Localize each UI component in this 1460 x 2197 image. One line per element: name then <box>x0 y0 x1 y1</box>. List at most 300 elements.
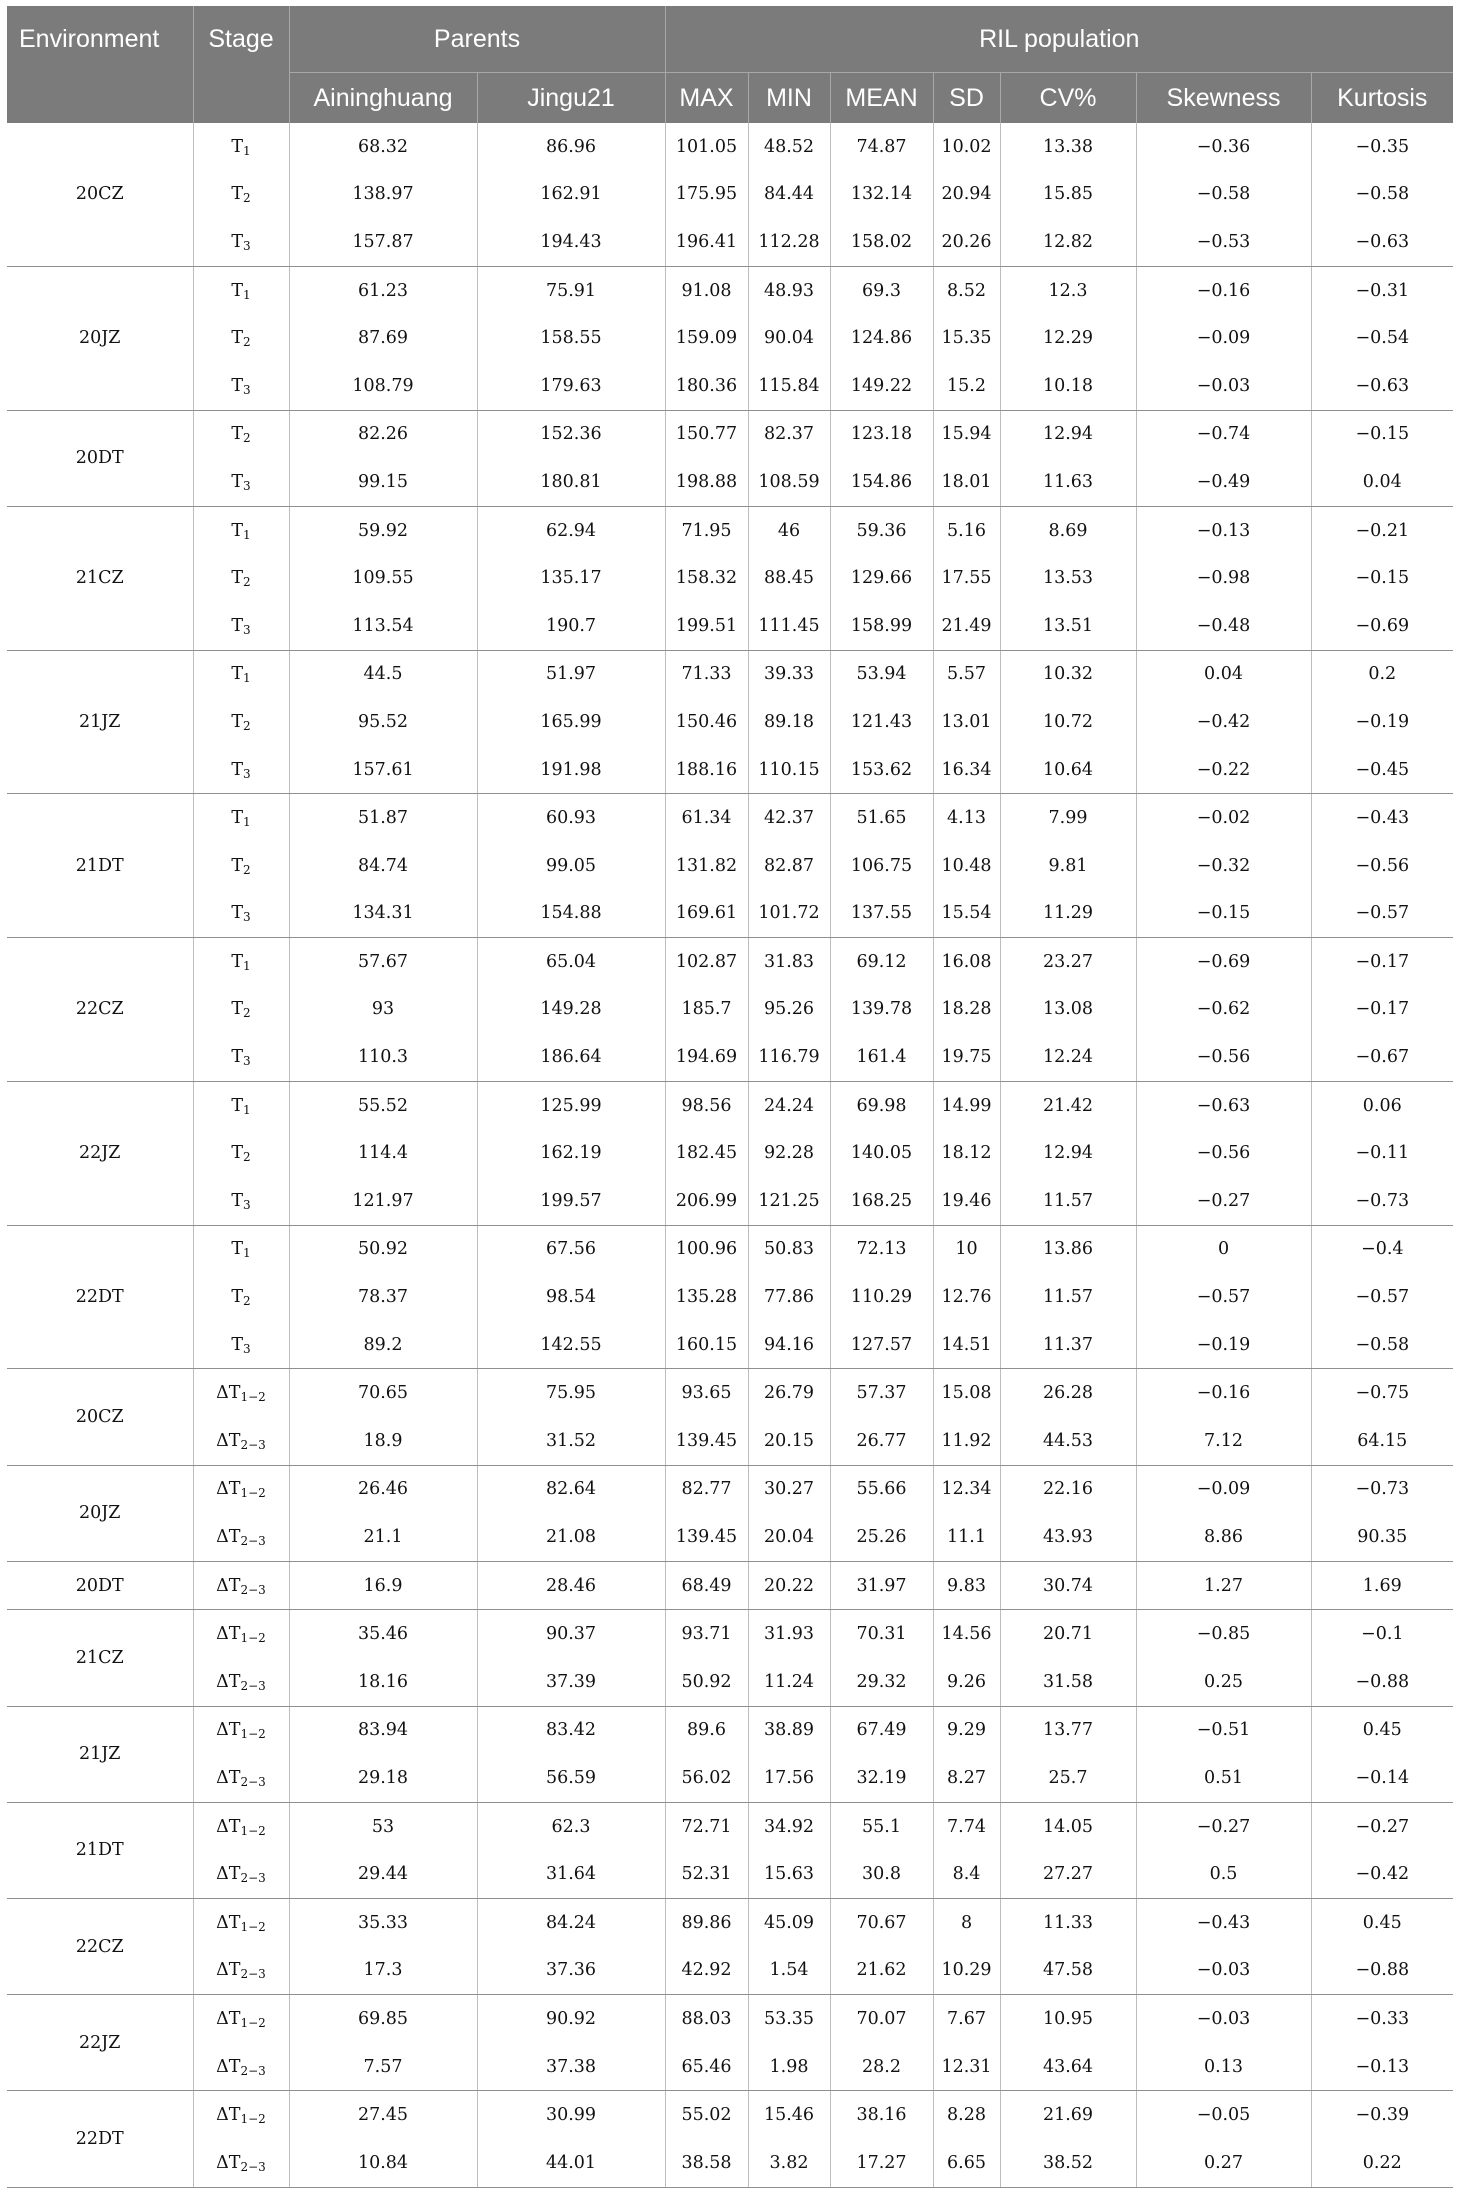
value-cell: 0.04 <box>1311 458 1453 506</box>
environment-header: Environment <box>7 6 193 73</box>
value-cell: 84.74 <box>289 842 477 890</box>
value-cell: 70.67 <box>830 1898 933 1946</box>
value-cell: 110.29 <box>830 1273 933 1321</box>
value-cell: 30.99 <box>477 2091 665 2139</box>
stage-cell <box>193 2091 289 2139</box>
value-cell: −0.74 <box>1136 410 1311 458</box>
value-cell: 87.69 <box>289 314 477 362</box>
stage-cell <box>193 1465 289 1513</box>
value-cell: 161.4 <box>830 1033 933 1081</box>
stage-subscript: 2 <box>243 1006 251 1021</box>
value-cell: 64.15 <box>1311 1417 1453 1465</box>
data-table <box>7 6 1453 2188</box>
value-cell: 8.52 <box>933 266 1000 314</box>
table-row <box>7 554 1453 602</box>
col-header-aininghuang: Aininghuang <box>289 73 477 124</box>
value-cell: 6.65 <box>933 2139 1000 2187</box>
value-cell: 43.93 <box>1000 1513 1136 1561</box>
table-body <box>7 123 1453 2187</box>
value-cell: 55.52 <box>289 1081 477 1129</box>
value-cell: −0.09 <box>1136 1465 1311 1513</box>
value-cell: 150.77 <box>665 410 748 458</box>
stage-cell <box>193 1369 289 1417</box>
value-cell: 194.69 <box>665 1033 748 1081</box>
value-cell: 27.27 <box>1000 1850 1136 1898</box>
value-cell: 45.09 <box>748 1898 830 1946</box>
value-cell: 154.88 <box>477 890 665 938</box>
value-cell: −0.13 <box>1136 506 1311 554</box>
value-cell: 1.69 <box>1311 1561 1453 1610</box>
value-cell: 0.13 <box>1136 2043 1311 2091</box>
stage-symbol: ΔT <box>216 1527 241 1548</box>
value-cell: 18.16 <box>289 1658 477 1706</box>
value-cell: 42.37 <box>748 794 830 842</box>
value-cell: −0.69 <box>1311 602 1453 650</box>
value-cell: 12.29 <box>1000 314 1136 362</box>
value-cell: −0.75 <box>1311 1369 1453 1417</box>
table-row <box>7 986 1453 1034</box>
value-cell: −0.27 <box>1136 1802 1311 1850</box>
value-cell: 29.44 <box>289 1850 477 1898</box>
value-cell: 10.48 <box>933 842 1000 890</box>
stage-subscript: 3 <box>243 766 251 781</box>
value-cell: −0.32 <box>1136 842 1311 890</box>
table-row <box>7 938 1453 986</box>
value-cell: −0.58 <box>1136 171 1311 219</box>
value-cell: −0.69 <box>1136 938 1311 986</box>
value-cell: 95.26 <box>748 986 830 1034</box>
value-cell: 93 <box>289 986 477 1034</box>
value-cell: 10.72 <box>1000 698 1136 746</box>
value-cell: 53.35 <box>748 1995 830 2043</box>
table-row <box>7 2043 1453 2091</box>
value-cell: 9.29 <box>933 1706 1000 1754</box>
value-cell: −0.54 <box>1311 314 1453 362</box>
stage-subscript: 3 <box>243 238 251 253</box>
value-cell: 68.32 <box>289 123 477 171</box>
value-cell: 53 <box>289 1802 477 1850</box>
value-cell: −0.09 <box>1136 314 1311 362</box>
stage-symbol: T <box>231 136 244 157</box>
value-cell: 3.82 <box>748 2139 830 2187</box>
value-cell: 26.79 <box>748 1369 830 1417</box>
value-cell: 158.55 <box>477 314 665 362</box>
value-cell: 26.77 <box>830 1417 933 1465</box>
value-cell: 60.93 <box>477 794 665 842</box>
stage-subscript: 1 <box>243 815 251 830</box>
value-cell: 15.94 <box>933 410 1000 458</box>
value-cell: −0.43 <box>1136 1898 1311 1946</box>
value-cell: 74.87 <box>830 123 933 171</box>
value-cell: −0.56 <box>1136 1129 1311 1177</box>
value-cell: 82.77 <box>665 1465 748 1513</box>
stage-cell <box>193 1273 289 1321</box>
stage-header: Stage <box>193 6 289 73</box>
value-cell: 31.83 <box>748 938 830 986</box>
value-cell: 206.99 <box>665 1177 748 1225</box>
value-cell: 108.59 <box>748 458 830 506</box>
value-cell: 31.97 <box>830 1561 933 1610</box>
stage-cell <box>193 410 289 458</box>
table-row <box>7 1706 1453 1754</box>
value-cell: −0.02 <box>1136 794 1311 842</box>
table-row <box>7 1947 1453 1995</box>
value-cell: 158.32 <box>665 554 748 602</box>
stage-subscript: 2−3 <box>240 1534 266 1549</box>
value-cell: 90.35 <box>1311 1513 1453 1561</box>
value-cell: 86.96 <box>477 123 665 171</box>
value-cell: 39.33 <box>748 650 830 698</box>
value-cell: 31.58 <box>1000 1658 1136 1706</box>
value-cell: 139.45 <box>665 1417 748 1465</box>
value-cell: 12.34 <box>933 1465 1000 1513</box>
stage-symbol: ΔT <box>216 1671 241 1692</box>
table-row <box>7 1513 1453 1561</box>
stage-subscript: 1−2 <box>240 1631 266 1646</box>
stage-symbol: T <box>231 1287 244 1308</box>
table-row <box>7 266 1453 314</box>
value-cell: 38.52 <box>1000 2139 1136 2187</box>
stage-subscript: 2 <box>243 1294 251 1309</box>
value-cell: 13.38 <box>1000 123 1136 171</box>
value-cell: 8.28 <box>933 2091 1000 2139</box>
value-cell: −0.15 <box>1311 554 1453 602</box>
stage-symbol: ΔT <box>216 1960 241 1981</box>
value-cell: 69.98 <box>830 1081 933 1129</box>
value-cell: 62.94 <box>477 506 665 554</box>
stage-subscript: 2−3 <box>240 2159 266 2174</box>
stage-symbol: ΔT <box>216 2056 241 2077</box>
value-cell: 121.97 <box>289 1177 477 1225</box>
value-cell: 121.43 <box>830 698 933 746</box>
table-row <box>7 2139 1453 2187</box>
value-cell: 149.28 <box>477 986 665 1034</box>
value-cell: 15.54 <box>933 890 1000 938</box>
value-cell: 38.89 <box>748 1706 830 1754</box>
value-cell: 21.62 <box>830 1947 933 1995</box>
value-cell: 179.63 <box>477 362 665 410</box>
value-cell: 43.64 <box>1000 2043 1136 2091</box>
value-cell: −0.43 <box>1311 794 1453 842</box>
value-cell: 12.24 <box>1000 1033 1136 1081</box>
table-row <box>7 314 1453 362</box>
stage-subscript: 2−3 <box>240 1582 266 1597</box>
value-cell: 0.27 <box>1136 2139 1311 2187</box>
value-cell: 135.17 <box>477 554 665 602</box>
value-cell: 48.52 <box>748 123 830 171</box>
value-cell: 7.12 <box>1136 1417 1311 1465</box>
value-cell: −0.57 <box>1311 890 1453 938</box>
value-cell: 169.61 <box>665 890 748 938</box>
value-cell: −0.19 <box>1311 698 1453 746</box>
value-cell: 162.91 <box>477 171 665 219</box>
table-row <box>7 1610 1453 1658</box>
value-cell: 75.95 <box>477 1369 665 1417</box>
value-cell: 21.42 <box>1000 1081 1136 1129</box>
stage-symbol: T <box>231 184 244 205</box>
stage-subscript: 3 <box>243 910 251 925</box>
stage-symbol: T <box>231 568 244 589</box>
environment-cell: 20CZ <box>7 1369 193 1465</box>
stage-symbol: ΔT <box>216 2105 241 2126</box>
value-cell: 20.15 <box>748 1417 830 1465</box>
value-cell: −0.13 <box>1311 2043 1453 2091</box>
value-cell: −0.53 <box>1136 218 1311 266</box>
value-cell: 21.08 <box>477 1513 665 1561</box>
value-cell: 8.86 <box>1136 1513 1311 1561</box>
value-cell: 52.31 <box>665 1850 748 1898</box>
value-cell: 157.87 <box>289 218 477 266</box>
table-row <box>7 1129 1453 1177</box>
value-cell: 18.28 <box>933 986 1000 1034</box>
value-cell: 69.12 <box>830 938 933 986</box>
stage-symbol: T <box>231 280 244 301</box>
environment-cell: 21JZ <box>7 1706 193 1802</box>
stage-cell <box>193 986 289 1034</box>
value-cell: 55.66 <box>830 1465 933 1513</box>
stage-cell <box>193 506 289 554</box>
stage-cell <box>193 123 289 171</box>
value-cell: 102.87 <box>665 938 748 986</box>
value-cell: 56.02 <box>665 1754 748 1802</box>
stage-subscript: 2 <box>243 1150 251 1165</box>
stage-cell <box>193 1561 289 1610</box>
value-cell: 90.37 <box>477 1610 665 1658</box>
value-cell: 180.36 <box>665 362 748 410</box>
value-cell: −0.98 <box>1136 554 1311 602</box>
value-cell: −0.22 <box>1136 746 1311 794</box>
value-cell: 111.45 <box>748 602 830 650</box>
value-cell: 0.25 <box>1136 1658 1311 1706</box>
value-cell: 68.49 <box>665 1561 748 1610</box>
stage-subscript: 1 <box>243 143 251 158</box>
value-cell: 90.04 <box>748 314 830 362</box>
value-cell: −0.16 <box>1136 1369 1311 1417</box>
stage-subscript: 2 <box>243 335 251 350</box>
value-cell: 29.32 <box>830 1658 933 1706</box>
value-cell: −0.19 <box>1136 1321 1311 1369</box>
value-cell: −0.03 <box>1136 362 1311 410</box>
environment-cell: 21DT <box>7 1802 193 1898</box>
value-cell: 110.3 <box>289 1033 477 1081</box>
value-cell: −0.27 <box>1136 1177 1311 1225</box>
value-cell: 59.92 <box>289 506 477 554</box>
stage-cell <box>193 1513 289 1561</box>
value-cell: −0.15 <box>1311 410 1453 458</box>
value-cell: 55.1 <box>830 1802 933 1850</box>
value-cell: 20.71 <box>1000 1610 1136 1658</box>
stage-cell <box>193 1321 289 1369</box>
stage-cell <box>193 794 289 842</box>
value-cell: 9.81 <box>1000 842 1136 890</box>
value-cell: 9.83 <box>933 1561 1000 1610</box>
stage-symbol: T <box>231 231 244 252</box>
stage-cell <box>193 1177 289 1225</box>
stage-cell <box>193 2043 289 2091</box>
stage-symbol: T <box>231 520 244 541</box>
table-row <box>7 1995 1453 2043</box>
value-cell: 21.69 <box>1000 2091 1136 2139</box>
parents-header: Parents <box>289 6 665 73</box>
value-cell: 8.27 <box>933 1754 1000 1802</box>
value-cell: 13.01 <box>933 698 1000 746</box>
stage-cell <box>193 1610 289 1658</box>
value-cell: 83.94 <box>289 1706 477 1754</box>
stage-symbol: ΔT <box>216 2008 241 2029</box>
stage-subscript: 1−2 <box>240 1823 266 1838</box>
value-cell: 31.64 <box>477 1850 665 1898</box>
value-cell: 14.99 <box>933 1081 1000 1129</box>
value-cell: 71.33 <box>665 650 748 698</box>
stage-subscript: 2−3 <box>240 1871 266 1886</box>
stage-cell <box>193 314 289 362</box>
value-cell: 199.51 <box>665 602 748 650</box>
value-cell: 0.2 <box>1311 650 1453 698</box>
value-cell: 21.49 <box>933 602 1000 650</box>
value-cell: −0.85 <box>1136 1610 1311 1658</box>
value-cell: 13.53 <box>1000 554 1136 602</box>
value-cell: 8.69 <box>1000 506 1136 554</box>
value-cell: 11.1 <box>933 1513 1000 1561</box>
value-cell: 70.31 <box>830 1610 933 1658</box>
value-cell: 11.57 <box>1000 1177 1136 1225</box>
value-cell: 15.2 <box>933 362 1000 410</box>
value-cell: −0.62 <box>1136 986 1311 1034</box>
value-cell: 82.26 <box>289 410 477 458</box>
stage-subscript: 2−3 <box>240 1678 266 1693</box>
value-cell: 98.56 <box>665 1081 748 1129</box>
value-cell: 82.64 <box>477 1465 665 1513</box>
stage-cell <box>193 1658 289 1706</box>
stage-symbol: T <box>231 1143 244 1164</box>
value-cell: 59.36 <box>830 506 933 554</box>
value-cell: −0.27 <box>1311 1802 1453 1850</box>
stage-subscript: 2−3 <box>240 1967 266 1982</box>
value-cell: 188.16 <box>665 746 748 794</box>
value-cell: 67.56 <box>477 1225 665 1273</box>
value-cell: 67.49 <box>830 1706 933 1754</box>
table-row <box>7 602 1453 650</box>
table-row <box>7 1225 1453 1273</box>
stage-symbol: ΔT <box>216 1479 241 1500</box>
stage-cell <box>193 1802 289 1850</box>
value-cell: 15.85 <box>1000 171 1136 219</box>
stage-symbol: T <box>231 1334 244 1355</box>
value-cell: 135.28 <box>665 1273 748 1321</box>
value-cell: 34.92 <box>748 1802 830 1850</box>
value-cell: 11.29 <box>1000 890 1136 938</box>
value-cell: 127.57 <box>830 1321 933 1369</box>
value-cell: 175.95 <box>665 171 748 219</box>
stage-subscript: 1 <box>243 671 251 686</box>
value-cell: 1.27 <box>1136 1561 1311 1610</box>
value-cell: 95.52 <box>289 698 477 746</box>
value-cell: 7.57 <box>289 2043 477 2091</box>
value-cell: 10.84 <box>289 2139 477 2187</box>
value-cell: 10 <box>933 1225 1000 1273</box>
stage-symbol: T <box>231 471 244 492</box>
table-row <box>7 650 1453 698</box>
stage-subscript: 3 <box>243 478 251 493</box>
value-cell: 150.46 <box>665 698 748 746</box>
environment-cell: 22DT <box>7 2091 193 2187</box>
value-cell: 13.08 <box>1000 986 1136 1034</box>
value-cell: 71.95 <box>665 506 748 554</box>
value-cell: 9.26 <box>933 1658 1000 1706</box>
stage-cell <box>193 554 289 602</box>
value-cell: 12.94 <box>1000 1129 1136 1177</box>
value-cell: 88.03 <box>665 1995 748 2043</box>
value-cell: 159.09 <box>665 314 748 362</box>
value-cell: 20.04 <box>748 1513 830 1561</box>
value-cell: 15.46 <box>748 2091 830 2139</box>
stage-cell <box>193 458 289 506</box>
value-cell: 25.7 <box>1000 1754 1136 1802</box>
value-cell: 152.36 <box>477 410 665 458</box>
value-cell: 140.05 <box>830 1129 933 1177</box>
value-cell: 12.94 <box>1000 410 1136 458</box>
col-header-mean: MEAN <box>830 73 933 124</box>
environment-cell: 22JZ <box>7 1081 193 1225</box>
value-cell: 17.55 <box>933 554 1000 602</box>
table-row <box>7 1465 1453 1513</box>
stage-symbol: T <box>231 1190 244 1211</box>
environment-cell: 22CZ <box>7 938 193 1082</box>
value-cell: 82.37 <box>748 410 830 458</box>
value-cell: 62.3 <box>477 1802 665 1850</box>
value-cell: 20.26 <box>933 218 1000 266</box>
value-cell: 12.31 <box>933 2043 1000 2091</box>
stage-cell <box>193 1754 289 1802</box>
value-cell: 134.31 <box>289 890 477 938</box>
environment-cell: 20JZ <box>7 266 193 410</box>
value-cell: −0.51 <box>1136 1706 1311 1754</box>
value-cell: −0.4 <box>1311 1225 1453 1273</box>
value-cell: 158.99 <box>830 602 933 650</box>
value-cell: 89.6 <box>665 1706 748 1754</box>
stage-symbol: ΔT <box>216 1816 241 1837</box>
stage-symbol: T <box>231 615 244 636</box>
stage-cell <box>193 171 289 219</box>
value-cell: 88.45 <box>748 554 830 602</box>
environment-cell: 20JZ <box>7 1465 193 1561</box>
value-cell: 15.35 <box>933 314 1000 362</box>
value-cell: −0.05 <box>1136 2091 1311 2139</box>
stage-cell <box>193 1081 289 1129</box>
value-cell: −0.21 <box>1311 506 1453 554</box>
value-cell: 7.99 <box>1000 794 1136 842</box>
value-cell: 154.86 <box>830 458 933 506</box>
value-cell: 89.18 <box>748 698 830 746</box>
table-row <box>7 1658 1453 1706</box>
table-row <box>7 1561 1453 1610</box>
value-cell: 14.05 <box>1000 1802 1136 1850</box>
value-cell: 4.13 <box>933 794 1000 842</box>
value-cell: −0.36 <box>1136 123 1311 171</box>
stage-symbol: ΔT <box>216 1864 241 1885</box>
table-row <box>7 842 1453 890</box>
value-cell: 142.55 <box>477 1321 665 1369</box>
stage-subscript: 1 <box>243 287 251 302</box>
value-cell: −0.56 <box>1136 1033 1311 1081</box>
value-cell: 196.41 <box>665 218 748 266</box>
value-cell: 90.92 <box>477 1995 665 2043</box>
environment-cell: 21JZ <box>7 650 193 794</box>
value-cell: 0 <box>1136 1225 1311 1273</box>
value-cell: 84.24 <box>477 1898 665 1946</box>
stage-subscript: 1−2 <box>240 1486 266 1501</box>
value-cell: 72.71 <box>665 1802 748 1850</box>
